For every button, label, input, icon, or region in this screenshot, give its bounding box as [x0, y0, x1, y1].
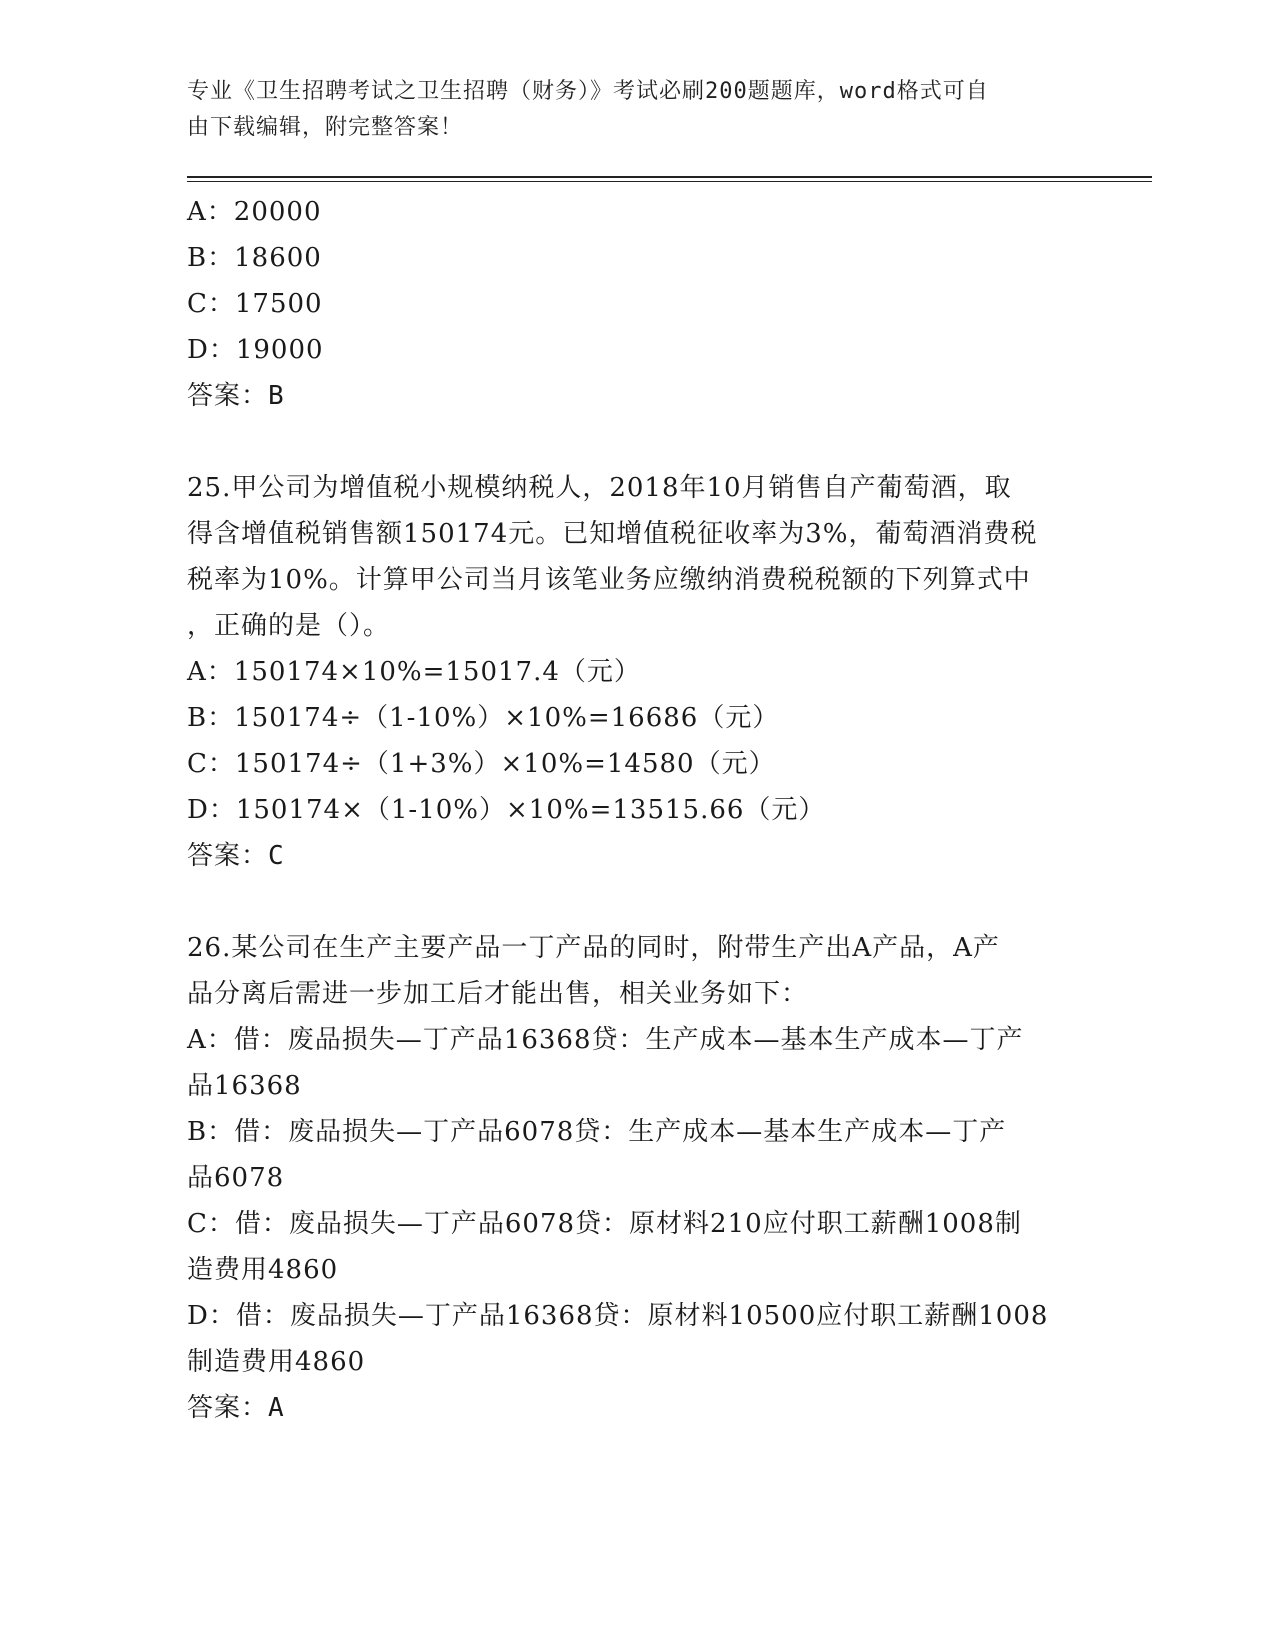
q26-option-a-line-2: 品16368 [187, 1071, 302, 1101]
q25-answer-label: 答案： [187, 841, 269, 871]
q25-option-b: B：150174÷（1-10%）×10%=16686（元） [187, 703, 780, 733]
q25-option-d: D：150174×（1-10%）×10%=13515.66（元） [187, 795, 826, 825]
q24-answer [187, 373, 1087, 419]
q26-option-d-line-1: D：借：废品损失—丁产品16368贷：原材料10500应付职工薪酬1008 [187, 1301, 1049, 1331]
q26-answer-value: A [268, 1393, 285, 1423]
header-divider-thin [187, 181, 1152, 182]
q25-stem-line-2: 得含增值税销售额150174元。已知增值税征收率为3%，葡萄酒消费税 [187, 519, 1038, 549]
q25-answer-value: C [268, 841, 285, 871]
document-header [187, 74, 1067, 146]
q25-answer [187, 833, 1087, 879]
q26-option-d-line-2: 制造费用4860 [187, 1347, 366, 1377]
q26-option-b-line-2: 品6078 [187, 1163, 285, 1193]
question-24-block [187, 189, 1087, 419]
question-25-block [187, 465, 1087, 879]
q26-stem-line-1: 26.某公司在生产主要产品一丁产品的同时，附带生产出A产品，A产 [187, 933, 1000, 963]
q25-stem-line-1: 25.甲公司为增值税小规模纳税人，2018年10月销售自产葡萄酒，取 [187, 473, 1012, 503]
q26-option-b-line-1: B：借：废品损失—丁产品6078贷：生产成本—基本生产成本—丁产 [187, 1117, 1007, 1147]
question-spacer [187, 419, 1087, 465]
header-line-2: 由下载编辑，附完整答案！ [187, 115, 464, 140]
q25-option-a: A：150174×10%=15017.4（元） [187, 657, 641, 687]
header-divider-thick [187, 176, 1152, 178]
q26-option-c-line-2: 造费用4860 [187, 1255, 339, 1285]
q26-option-c-line-1: C：借：废品损失—丁产品6078贷：原材料210应付职工薪酬1008制 [187, 1209, 1022, 1239]
header-line-1: 专业《卫生招聘考试之卫生招聘（财务）》考试必刷200题题库，word格式可自 [187, 79, 989, 104]
q25-option-c: C：150174÷（1+3%）×10%=14580（元） [187, 749, 776, 779]
q24-answer-value: B [268, 381, 285, 411]
question-26-block [187, 925, 1087, 1431]
question-content [187, 189, 1087, 1431]
q24-option-c: C：17500 [187, 289, 323, 319]
q24-option-b: B：18600 [187, 243, 322, 273]
q24-option-a: A：20000 [187, 197, 322, 227]
question-spacer [187, 879, 1087, 925]
q26-option-a-line-1: A：借：废品损失—丁产品16368贷：生产成本—基本生产成本—丁产 [187, 1025, 1024, 1055]
q24-answer-label: 答案： [187, 381, 269, 411]
q25-stem-line-4: ，正确的是（）。 [187, 611, 391, 641]
q24-option-d: D：19000 [187, 335, 324, 365]
q26-stem-line-2: 品分离后需进一步加工后才能出售，相关业务如下： [187, 979, 809, 1009]
q25-stem-line-3: 税率为10%。计算甲公司当月该笔业务应缴纳消费税税额的下列算式中 [187, 565, 1031, 595]
q26-answer-label: 答案： [187, 1393, 269, 1423]
q26-answer [187, 1385, 1087, 1431]
